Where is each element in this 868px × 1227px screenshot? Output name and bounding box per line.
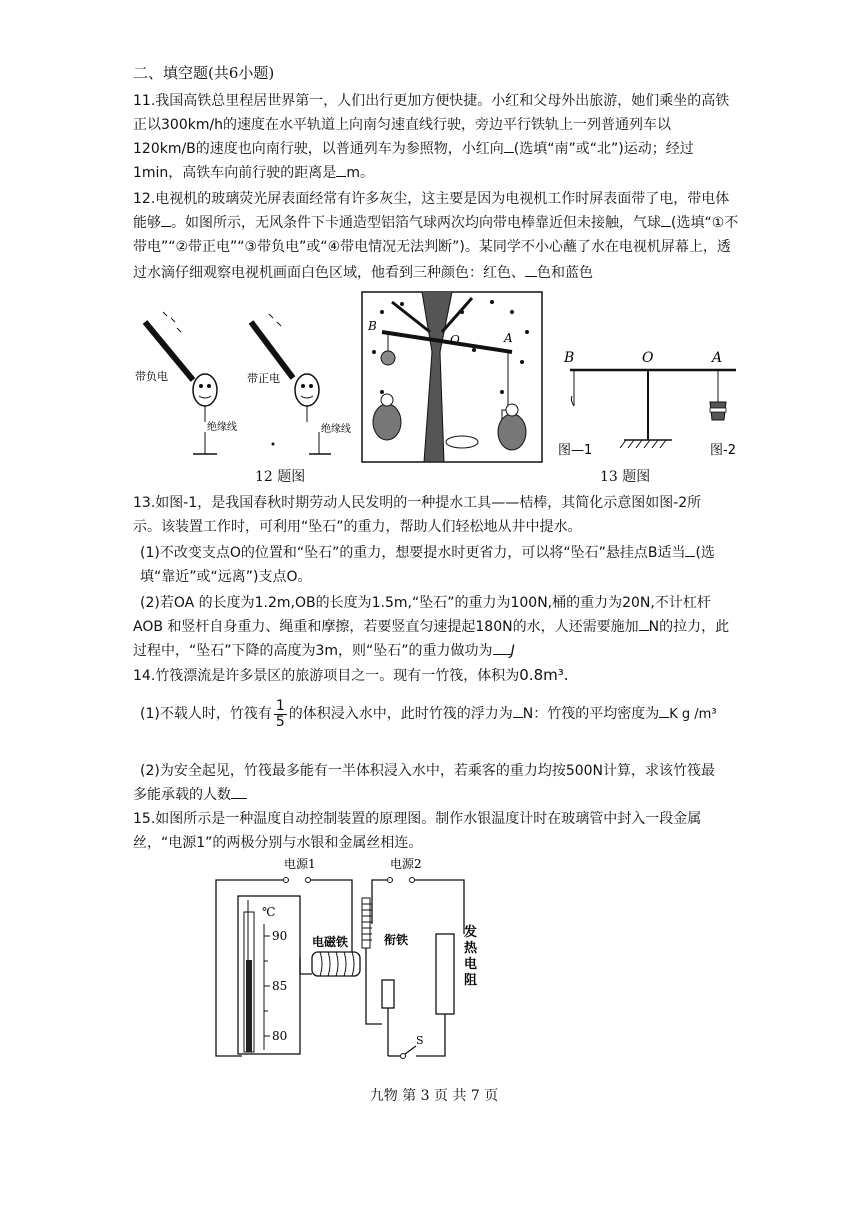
q13-line5: (2)若OA 的长度为1.2m,OB的长度为1.5m,“坠石”的重力为100N,桶的重力为20N,不计杠杆 xyxy=(140,595,711,611)
label-celsius: ℃ xyxy=(262,905,276,919)
q13-text: N的拉力，此 xyxy=(648,619,730,635)
q14-blank-people[interactable] xyxy=(231,784,247,799)
q12-line2 xyxy=(133,212,738,234)
q11-line1: 11.我国高铁总里程居世界第一，人们出行更加方便快捷。小红和父母外出旅游，她们乘坐的高铁 xyxy=(133,93,730,109)
positive-rod-illustration xyxy=(251,314,293,378)
q13-text: 过程中，“坠石”下降的高度为3m，则“坠石”的重力做功为 xyxy=(133,643,493,659)
q11-text: (选填“南”或“北”)运动；经过 xyxy=(513,141,694,157)
armature xyxy=(382,980,394,1008)
q12-blank-color[interactable] xyxy=(525,262,537,277)
label-insulator-right: 绝缘线 xyxy=(321,424,351,435)
q14-text: 多能承载的人数 xyxy=(133,787,231,803)
q14-text: N：竹筏的平均密度为 xyxy=(522,706,660,722)
q12-blank-property[interactable] xyxy=(161,212,171,227)
q13-line2: 示。该装置工作时，可利用“坠石”的重力，帮助人们轻松地从井中提水。 xyxy=(133,519,582,535)
q13-line7 xyxy=(133,640,515,662)
q12-text: 过水滴仔细观察电视机画面白色区域，他看到三种颜色：红色、 xyxy=(133,265,525,281)
heater-char-3: 电 xyxy=(464,957,478,972)
q14-text: 的体积浸入水中，此时竹筏的浮力为 xyxy=(288,706,513,722)
q12-line3: 带电”“②带正电”“③带负电”或“④带电情况无法判断”)。某同学不小心蘸了水在电视机屏幕上，透 xyxy=(133,239,731,255)
q14-unit: K g /m³ xyxy=(669,707,717,722)
switch-s xyxy=(405,1046,416,1054)
q13-unit: J xyxy=(510,643,515,659)
q12-text: 。如图所示，无风条件下卡通造型铝箔气球两次均向带电棒靠近但未接触，气球 xyxy=(171,215,661,231)
q12-text: 色和蓝色 xyxy=(537,265,593,281)
tick-90: 90 xyxy=(272,929,288,943)
tick-85: 85 xyxy=(272,979,288,993)
q11-text: 120km/B的速度也向南行驶，以普通列车为参照物，小红向 xyxy=(133,141,504,157)
label-power-2: 电源2 xyxy=(390,857,422,871)
fraction-denominator: 5 xyxy=(275,713,285,730)
fraction-numerator: 1 xyxy=(275,697,285,714)
q13-line6 xyxy=(133,616,729,638)
heater-resistor xyxy=(436,934,454,1014)
q14-text: 14.竹筏漂流是许多景区的旅游项目之一。现有一竹筏，体积为 xyxy=(133,668,520,684)
q14-line4 xyxy=(133,784,247,806)
label-power-1: 电源1 xyxy=(284,857,316,871)
power1-terminal-left xyxy=(284,878,289,883)
label-o-scene: O xyxy=(450,333,460,347)
balloon-left-illustration xyxy=(193,374,217,454)
ground-hatch xyxy=(620,440,666,448)
switch-terminal xyxy=(401,1054,406,1059)
q12-line4 xyxy=(133,262,593,284)
q12-text: (选填“①不 xyxy=(671,215,739,231)
caption-fig12: 12 题图 xyxy=(255,469,306,485)
balloon-right-illustration xyxy=(272,374,332,454)
power1-terminal-right xyxy=(306,878,311,883)
section-title: 二、填空题(共6小题) xyxy=(133,64,275,82)
fraction-one-fifth xyxy=(274,699,287,730)
electromagnet xyxy=(312,952,360,976)
q13-line1: 13.如图-1，是我国春秋时期劳动人民发明的一种提水工具——桔棒，其简化示意图如图-2所 xyxy=(133,495,702,511)
label-a-scene: A xyxy=(504,331,513,345)
q11-line2: 正以300km/h的速度在水平轨道上向南匀速直线行驶，旁边平行铁轨上一列普通列车以 xyxy=(133,117,672,133)
power2-terminal-left xyxy=(388,878,393,883)
q11-line3 xyxy=(133,138,694,160)
q13-blank-position[interactable] xyxy=(685,542,695,557)
tick-80: 80 xyxy=(272,1029,288,1043)
q11-line4 xyxy=(133,162,374,184)
label-positive-rod: 带正电 xyxy=(247,372,280,385)
label-armature: 衔铁 xyxy=(384,933,409,947)
q13-blank-work[interactable] xyxy=(493,640,511,655)
thermometer xyxy=(238,896,300,1054)
label-fig-13-1: 图—1 xyxy=(558,443,593,458)
caption-fig13: 13 题图 xyxy=(600,469,651,485)
label-switch: S xyxy=(416,1034,424,1047)
label-negative-rod: 带负电 xyxy=(135,370,168,383)
q11-blank-distance[interactable] xyxy=(336,162,346,177)
power2-terminal-right xyxy=(410,878,415,883)
q14-line1 xyxy=(133,664,569,687)
q14-line2 xyxy=(140,694,717,735)
label-insulator-left: 绝缘线 xyxy=(207,422,237,433)
q14-line3: (2)为安全起见，竹筏最多能有一半体积浸入水中，若乘客的重力均按500N计算，求该竹筏最 xyxy=(140,763,716,779)
q13-line3 xyxy=(140,542,715,564)
label-electromagnet: 电磁铁 xyxy=(312,935,349,949)
figure-13-2 xyxy=(556,340,756,460)
figure-12 xyxy=(133,292,363,492)
q11-text: 1min，高铁车向前行驶的距离是 xyxy=(133,165,337,181)
q15-line2: 丝，“电源1”的两极分别与水银和金属丝相连。 xyxy=(133,835,423,851)
q14-volume: 0.8m³. xyxy=(519,666,569,684)
q13-text: AOB 和竖杆自身重力、绳重和摩擦，若要竖直匀速提起180N的水，人还需要施加 xyxy=(133,619,639,635)
q15-line1: 15.如图所示是一种温度自动控制装置的原理图。制作水银温度计时在玻璃管中封入一段金属 xyxy=(133,811,702,827)
q11-blank-direction[interactable] xyxy=(504,138,514,153)
q13-line4: 填“靠近”或“远离”)支点O。 xyxy=(140,569,312,585)
q12-text: 能够 xyxy=(133,215,161,231)
q13-text: (选 xyxy=(695,545,715,561)
relay-coil xyxy=(362,898,372,948)
figure-15-circuit xyxy=(212,854,478,1072)
q12-line1: 12.电视机的玻璃荧光屏表面经常有许多灰尘，这主要是因为电视机工作时屏表面带了电，带电体 xyxy=(133,191,730,207)
q14-blank-density[interactable] xyxy=(659,703,669,718)
label-b-scene: B xyxy=(368,319,377,333)
label-a: A xyxy=(712,350,723,366)
heater-char-4: 阻 xyxy=(464,973,478,988)
heater-char-1: 发 xyxy=(464,925,478,940)
heater-char-2: 热 xyxy=(464,941,478,956)
page-footer: 九物 第 3 页 共 7 页 xyxy=(369,1088,499,1104)
figure-13-1 xyxy=(362,292,542,462)
label-fig-13-2: 图-2 xyxy=(710,443,736,458)
label-b: B xyxy=(564,350,575,366)
q13-blank-force[interactable] xyxy=(639,616,649,631)
q13-text: (1)不改变支点O的位置和“坠石”的重力，想要提水时更省力，可以将“坠石”悬挂点B适当 xyxy=(140,545,686,561)
q12-blank-balloon[interactable] xyxy=(661,212,671,227)
bucket xyxy=(710,402,726,420)
q14-text: (1)不载人时，竹筏有 xyxy=(140,706,272,722)
label-o: O xyxy=(642,350,654,366)
q11-text: m。 xyxy=(346,165,374,181)
q14-blank-buoyancy[interactable] xyxy=(513,703,523,718)
